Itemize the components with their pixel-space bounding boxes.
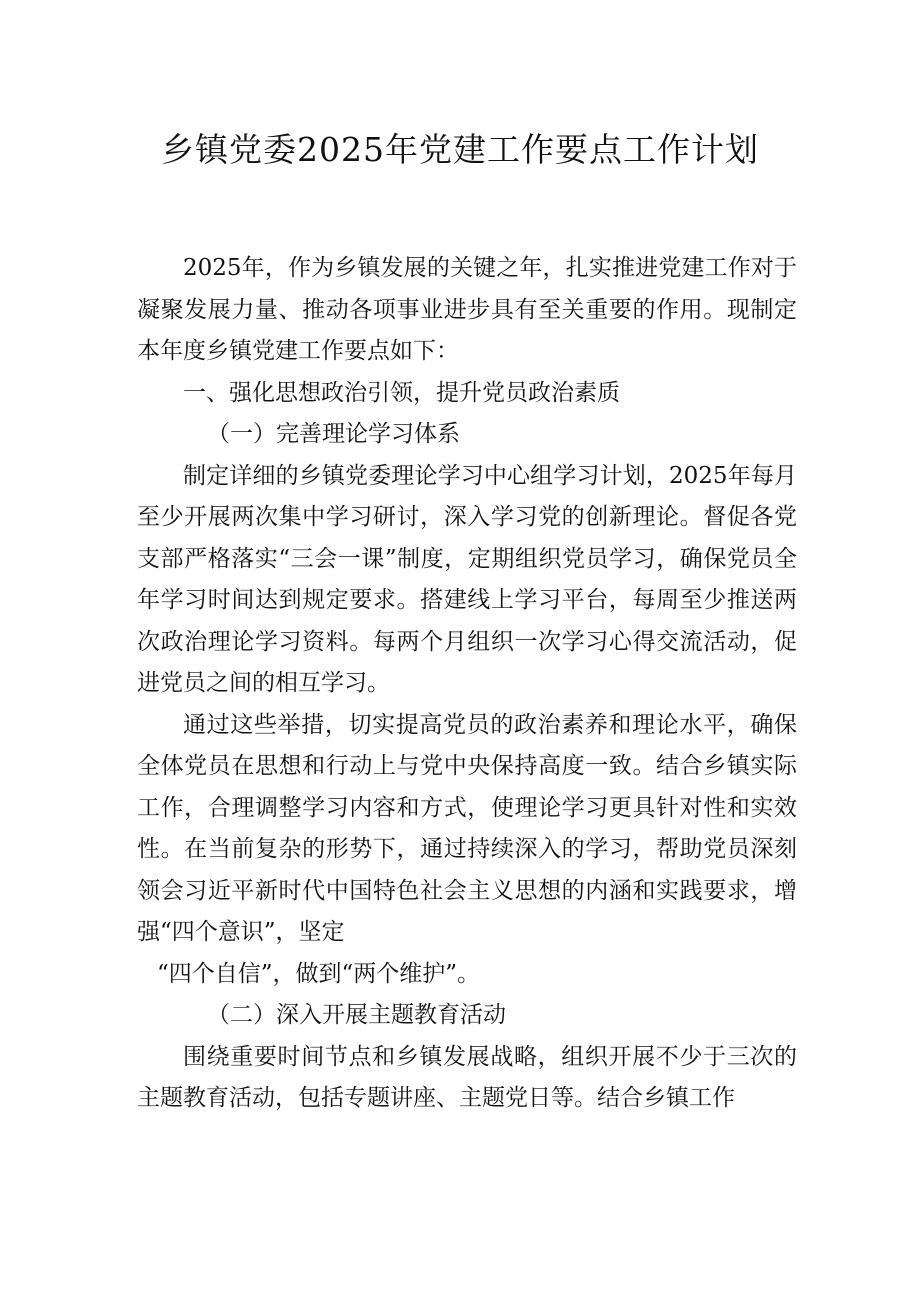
section-1-2-paragraph-1: 围绕重要时间节点和乡镇发展战略，组织开展不少于三次的主题教育活动，包括专题讲座、主题党日等。结合乡镇工作 (137, 1043, 797, 1111)
document-title: 乡镇党委2025年党建工作要点工作计划 (161, 130, 759, 169)
section-1-1-paragraph-2-tail: “四个自信”，做到“两个维护”。 (157, 960, 481, 987)
section-1-2-heading: （二）深入开展主题教育活动 (207, 1002, 506, 1028)
section-1-heading: 一、强化思想政治引领，提升党员政治素质 (183, 379, 620, 406)
section-1-1-paragraph-2: 通过这些举措，切实提高党员的政治素养和理论水平，确保全体党员在思想和行动上与党中央保持高度一致。结合乡镇实际工作，合理调整学习内容和方式，使理论学习更具针对性和实效性。在当前复杂的形势下，通过持续深入的学习，帮助党员深刻领会习近平新时代中国特色社会主义思想的内涵和实践要求，增强“四个意识”，坚定 (137, 711, 797, 945)
section-1-1-paragraph-1: 制定详细的乡镇党委理论学习中心组学习计划，2025年每月至少开展两次集中学习研讨，深入学习党的创新理论。督促各党支部严格落实“三会一课”制度，定期组织党员学习，确保党员全年学习时间达到规定要求。搭建线上学习平台，每周至少推送两次政治理论学习资料。每两个月组织一次学习心得交流活动，促进党员之间的相互学习。 (137, 462, 797, 696)
document-body (137, 248, 797, 1120)
section-1-1-heading: （一）完善理论学习体系 (207, 421, 460, 447)
intro-paragraph: 2025年，作为乡镇发展的关键之年，扎实推进党建工作对于凝聚发展力量、推动各项事业进步具有至关重要的作用。现制定本年度乡镇党建工作要点如下： (137, 255, 797, 364)
